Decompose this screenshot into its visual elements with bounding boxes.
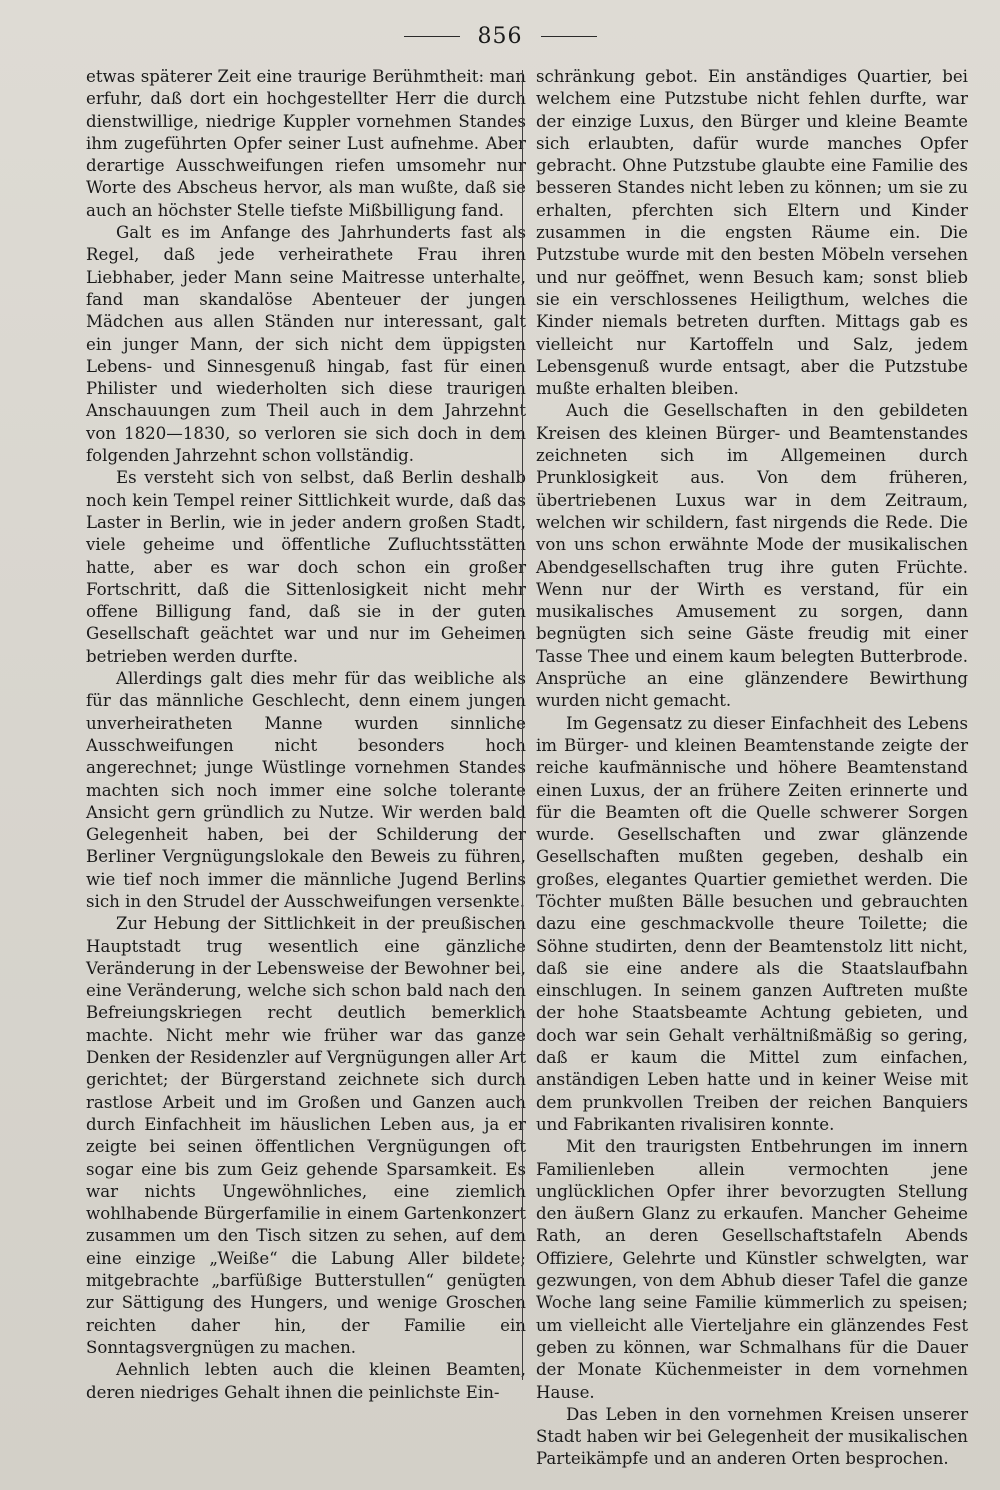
paragraph: Allerdings galt dies mehr für das weibliche als für das männliche Geschlecht, denn einem jungen unverheiratheten Manne wurden sinnliche Ausschweifungen nicht besonders hoch angerechnet; junge Wüstlinge vornehmen Standes machten sich noch immer eine solche tolerante Ansicht gern gründlich zu Nutze. Wir werden bald Gelegenheit haben, bei der Schilderung der Berliner Vergnügungslokale den Beweis zu führen, wie tief noch immer die männliche Jugend Berlins sich in den Strudel der Ausschweifungen versenkte. <box>86 669 526 911</box>
paragraph: Es versteht sich von selbst, daß Berlin deshalb noch kein Tempel reiner Sittlichkeit wurde, daß das Laster in Berlin, wie in jeder andern großen Stadt, viele geheime und öffentliche Zufluchtsstätten hatte, aber es war doch schon ein großer Fortschritt, daß die Sittenlosigkeit nicht mehr offene Billigung fand, daß sie in der guten Gesellschaft geächtet war und nur im Geheimen betrieben werden durfte. <box>86 468 526 666</box>
paragraph: Galt es im Anfange des Jahrhunderts fast als Regel, daß jede verheirathete Frau ihren Liebhaber, jeder Mann seine Maitresse unterhalte, fand man skandalöse Abenteuer der jungen Mädchen aus allen Ständen nur interessant, galt ein junger Mann, der sich nicht dem üppigsten Lebens- und Sinnesgenuß hingab, fast für einen Philister und wiederholten sich diese traurigen Anschauungen zum Theil auch in dem Jahrzehnt von 1820—1830, so verloren sie sich doch in dem folgenden Jahrzehnt schon vollständig. <box>86 223 526 466</box>
column-divider <box>522 70 523 1380</box>
paragraph: Aehnlich lebten auch die kleinen Beamten, deren niedriges Gehalt ihnen die peinlichste Ein- <box>86 1360 526 1402</box>
left-column <box>86 66 526 1404</box>
paragraph: Zur Hebung der Sittlichkeit in der preußischen Hauptstadt trug wesentlich eine gänzliche Veränderung in der Lebensweise der Bewohner bei, eine Veränderung, welche sich schon bald nach den Befreiungskriegen recht deutlich bemerklich machte. Nicht mehr wie früher war das ganze Denken der Residenzler auf Vergnügungen aller Art gerichtet; der Bürgerstand zeichnete sich durch rastlose Arbeit und im Großen und Ganzen auch durch Einfachheit im häuslichen Leben aus, ja er zeigte bei seinen öffentlichen Vergnügungen oft sogar eine bis zum Geiz gehende Sparsamkeit. Es war nichts Ungewöhnliches, eine ziemlich wohlhabende Bürgerfamilie in einem Gartenkonzert zusammen um den Tisch sitzen zu sehen, auf dem eine einzige „Weiße“ die Labung Aller bildete; mitgebrachte „barfüßige Butterstullen“ genügten zur Sättigung des Hungers, und wenige Groschen reichten daher hin, der Familie ein Sonntagsvergnügen zu machen. <box>86 914 526 1357</box>
paragraph: Mit den traurigsten Entbehrungen im innern Familienleben allein vermochten jene unglücklichen Opfer ihrer bevorzugten Stellung den äußern Glanz zu erkaufen. Mancher Geheime Rath, an deren Gesellschaftstafeln Abends Offiziere, Gelehrte und Künstler schwelgten, war gezwungen, von dem Abhub dieser Tafel die ganze Woche lang seine Familie kümmerlich zu speisen; um vielleicht alle Vierteljahre ein glänzendes Fest geben zu können, war Schmalhans für die Dauer der Monate Küchenmeister in dem vornehmen Hause. <box>536 1137 968 1402</box>
page-number: 856 <box>477 23 523 49</box>
header-rule-right <box>541 36 597 37</box>
paragraph: Im Gegensatz zu dieser Einfachheit des Lebens im Bürger- und kleinen Beamtenstande zeigte der reiche kaufmännische und höhere Beamtenstand einen Luxus, der an frühere Zeiten erinnerte und für die Beamten oft die Quelle schwerer Sorgen wurde. Gesellschaften und zwar glänzende Gesellschaften mußten gegeben, deshalb ein großes, elegantes Quartier gemiethet werden. Die Töchter mußten Bälle besuchen und gebrauchten dazu eine geschmackvolle theure Toilette; die Söhne studirten, denn der Beamtenstolz litt nicht, daß sie eine andere als die Staatslaufbahn einschlugen. In seinem ganzen Auftreten mußte der hohe Staatsbeamte Achtung gebieten, und doch war sein Gehalt verhältnißmäßig so gering, daß er kaum die Mittel zum einfachen, anständigen Leben hatte und in keiner Weise mit dem prunkvollen Treiben der reichen Banquiers und Fabrikanten rivalisiren konnte. <box>536 713 968 1134</box>
paragraph: schränkung gebot. Ein anständiges Quartier, bei welchem eine Putzstube nicht fehlen durfte, war der einzige Luxus, den Bürger und kleine Beamte sich erlaubten, dafür wurde manches Opfer gebracht. Ohne Putzstube glaubte eine Familie des besseren Standes nicht leben zu können; um sie zu erhalten, pferchten sich Eltern und Kinder zusammen in die engsten Räume ein. Die Putzstube wurde mit den besten Möbeln versehen und nur geöffnet, wenn Besuch kam; sonst blieb sie ein verschlossenes Heiligthum, welches die Kinder niemals betreten durften. Mittags gab es vielleicht nur Kartoffeln und Salz, jedem Lebensgenuß wurde entsagt, aber die Putzstube mußte erhalten bleiben. <box>536 67 968 399</box>
paragraph: etwas späterer Zeit eine traurige Berühmtheit: man erfuhr, daß dort ein hochgestellter Herr die durch dienstwillige, niedrige Kuppler vornehmen Standes ihm zugeführten Opfer seiner Lust aufnehme. Aber derartige Ausschweifungen riefen umsomehr nur Worte des Abscheus hervor, als man wußte, daß sie auch an höchster Stelle tiefste Mißbilligung fand. <box>86 67 526 220</box>
header-rule-left <box>404 36 460 37</box>
right-column <box>536 66 968 1471</box>
page-header <box>0 18 1000 54</box>
paragraph: Auch die Gesellschaften in den gebildeten Kreisen des kleinen Bürger- und Beamtenstandes zeichneten sich im Allgemeinen durch Prunklosigkeit aus. Von dem früheren, übertriebenen Luxus war in dem Zeitraum, welchen wir schildern, fast nirgends die Rede. Die von uns schon erwähnte Mode der musikalischen Abendgesellschaften trug ihre guten Früchte. Wenn nur der Wirth es verstand, für ein musikalisches Amusement zu sorgen, dann begnügten sich seine Gäste freudig mit einer Tasse Thee und einem kaum belegten Butterbrode. Ansprüche an eine glänzendere Bewirthung wurden nicht gemacht. <box>536 401 968 711</box>
paragraph: Das Leben in den vornehmen Kreisen unserer Stadt haben wir bei Gelegenheit der musikalischen Parteikämpfe und an anderen Orten besprochen. <box>536 1404 968 1469</box>
